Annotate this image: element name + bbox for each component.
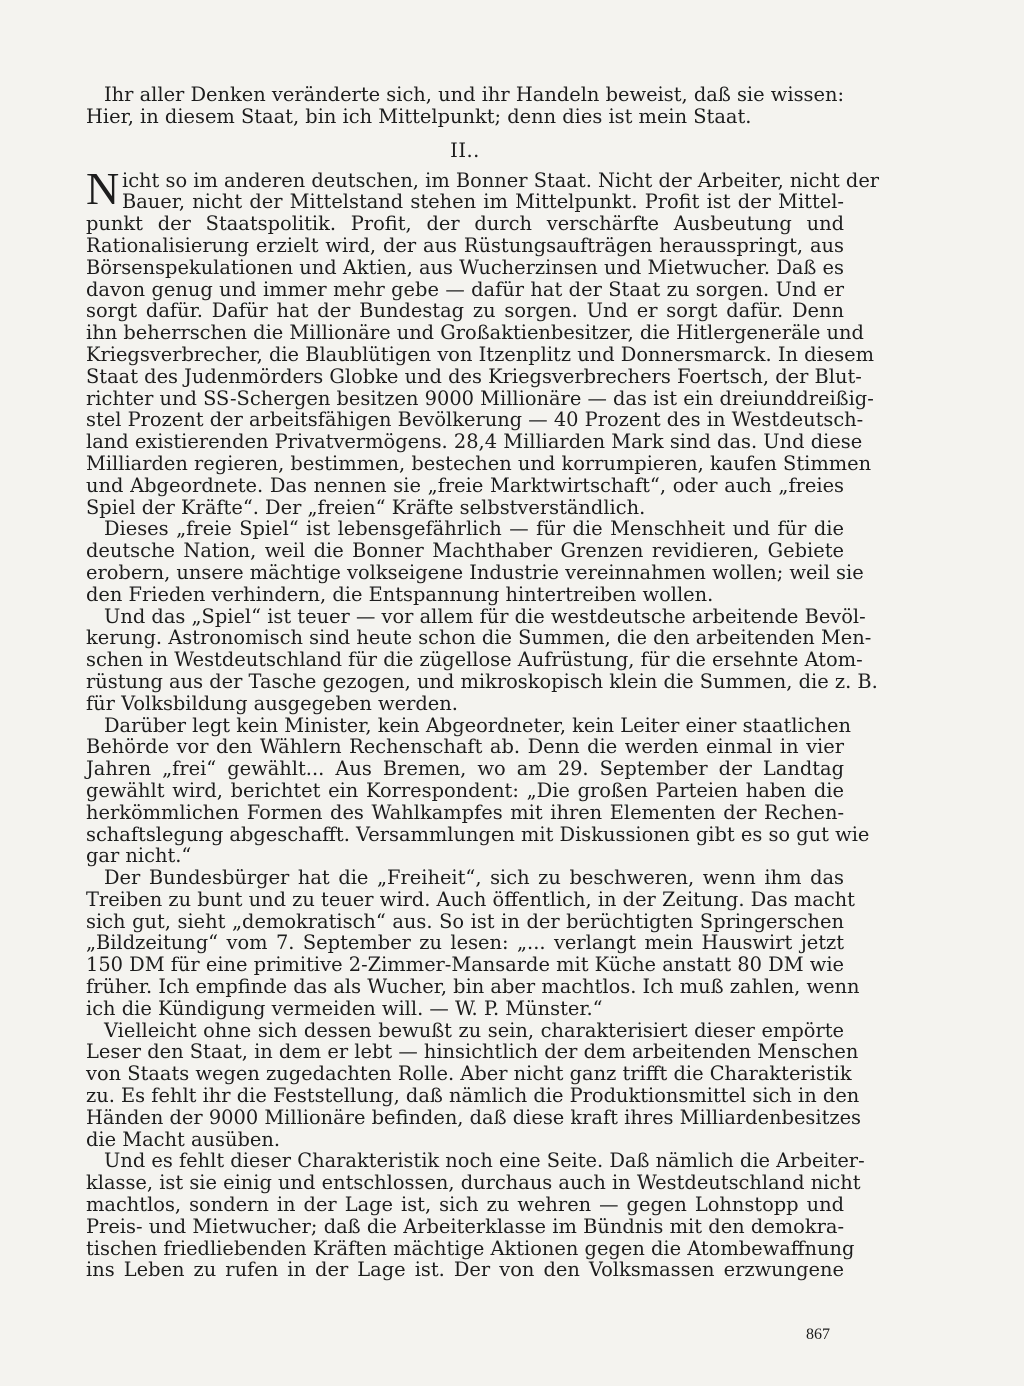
text-line: Milliarden regieren, bestimmen, bestechen und korrumpieren, kaufen Stimmen	[86, 451, 872, 475]
text-line: stel Prozent der arbeitsfähigen Bevölkerung — 40 Prozent des in Westdeutsch-	[86, 408, 864, 432]
text-line: Dieses „freie Spiel“ ist lebensgefährlich — für die Menschheit und für die	[104, 517, 844, 541]
text-line: machtlos, sondern in der Lage ist, sich zu wehren — gegen Lohnstopp und	[86, 1193, 844, 1217]
text-line: rüstung aus der Tasche gezogen, und mikroskopisch klein die Summen, die z. B.	[86, 669, 878, 693]
text-line: Treiben zu bunt und zu teuer wird. Auch öffentlich, in der Zeitung. Das macht	[86, 887, 855, 911]
text-line: sorgt dafür. Dafür hat der Bundestag zu sorgen. Und er sorgt dafür. Denn	[86, 299, 844, 323]
text-line: tischen friedliebenden Kräften mächtige Aktionen gegen die Atombewaffnung	[86, 1236, 855, 1260]
text-line: davon genug und immer mehr gebe — dafür hat der Staat zu sorgen. Und er	[86, 277, 844, 301]
drop-cap: N	[86, 162, 120, 214]
text-line: gar nicht.“	[86, 844, 192, 868]
text-line: Hier, in diesem Staat, bin ich Mittelpunkt; denn dies ist mein Staat.	[86, 104, 752, 128]
text-line: deutsche Nation, weil die Bonner Machthaber Grenzen revidieren, Gebiete	[86, 539, 844, 563]
text-line: und Abgeordnete. Das nennen sie „freie Marktwirtschaft“, oder auch „freies	[86, 473, 844, 497]
text-line: land existierenden Privatvermögens. 28,4 Milliarden Mark sind das. Und diese	[86, 430, 863, 454]
text-line: Jahren „frei“ gewählt... Aus Bremen, wo am 29. September der Landtag	[86, 757, 844, 781]
text-line: Spiel der Kräfte“. Der „freien“ Kräfte selbstverständlich.	[86, 495, 646, 519]
text-line: ins Leben zu rufen in der Lage ist. Der von den Volksmassen erzwungene	[86, 1258, 844, 1282]
text-line: Ihr aller Denken veränderte sich, und ihr Handeln beweist, daß sie wissen:	[104, 83, 844, 106]
text-line: Rationalisierung erzielt wird, der aus Rüstungsaufträgen herausspringt, aus	[86, 233, 844, 257]
text-line: Behörde vor den Wählern Rechenschaft ab. Denn die werden einmal in vier	[86, 735, 844, 759]
text-line: Vielleicht ohne sich dessen bewußt zu sein, charakterisiert dieser empörte	[104, 1018, 844, 1042]
text-line: für Volksbildung ausgegeben werden.	[86, 691, 458, 715]
text-line: früher. Ich empfinde das als Wucher, bin aber machtlos. Ich muß zahlen, wenn	[86, 975, 860, 999]
text-line: Darüber legt kein Minister, kein Abgeordneter, kein Leiter einer staatlichen	[104, 713, 851, 737]
text-line: richter und SS-Schergen besitzen 9000 Millionäre — das ist ein dreiunddreißig-	[86, 386, 874, 410]
text-line: sich gut, sieht „demokratisch“ aus. So ist in der berüchtigten Springerschen	[86, 909, 844, 933]
paragraph	[86, 517, 864, 606]
text-line: Börsenspekulationen und Aktien, aus Wucherzinsen und Mietwucher. Daß es	[86, 255, 844, 279]
text-line: schaftslegung abgeschafft. Versammlungen mit Diskussionen gibt es so gut wie	[86, 822, 870, 846]
text-line: von Staats wegen zugedachten Rolle. Aber nicht ganz trifft die Charakteristik	[86, 1062, 852, 1086]
text-line: Und es fehlt dieser Charakteristik noch eine Seite. Daß nämlich die Arbeiter-	[104, 1149, 865, 1173]
page-body	[86, 83, 880, 1282]
text-line: die Macht ausüben.	[86, 1127, 281, 1151]
text-line: Preis- und Mietwucher; daß die Arbeiterklasse im Bündnis mit den demokra-	[86, 1214, 844, 1238]
text-line: „Bildzeitung“ vom 7. September zu lesen: „... verlangt mein Hauswirt jetzt	[86, 931, 844, 955]
section-heading: II..	[450, 138, 480, 162]
text-line: gewählt wird, berichtet ein Korrespondent: „Die großen Parteien haben die	[86, 778, 844, 802]
paragraph	[86, 1149, 865, 1282]
text-line: schen in Westdeutschland für die zügellose Aufrüstung, für die ersehnte Atom-	[86, 648, 863, 672]
text-line: ich die Kündigung vermeiden will. — W. P. Münster.“	[86, 996, 603, 1020]
text-line: Händen der 9000 Millionäre befinden, daß diese kraft ihres Milliardenbesitzes	[86, 1105, 862, 1129]
text-line: Bauer, nicht der Mittelstand stehen im Mittelpunkt. Profit ist der Mittel-	[122, 190, 844, 214]
text-line: icht so im anderen deutschen, im Bonner Staat. Nicht der Arbeiter, nicht der	[122, 168, 880, 192]
text-line: ihn beherrschen die Millionäre und Großaktienbesitzer, die Hitlergeneräle und	[86, 321, 864, 345]
text-line: zu. Es fehlt ihr die Feststellung, daß nämlich die Produktionsmittel sich in den	[86, 1084, 860, 1108]
text-line: Staat des Judenmörders Globke und des Kriegsverbrechers Foertsch, der Blut-	[86, 364, 862, 388]
text-line: kerung. Astronomisch sind heute schon die Summen, die den arbeitenden Men-	[86, 626, 872, 650]
paragraph	[86, 866, 860, 1020]
paragraph	[86, 604, 878, 715]
text-line: Der Bundesbürger hat die „Freiheit“, sich zu beschweren, wenn ihm das	[104, 866, 844, 890]
paragraph	[86, 713, 870, 868]
paragraph	[86, 162, 880, 519]
text-line: Und das „Spiel“ ist teuer — vor allem für die westdeutsche arbeitende Bevöl-	[104, 604, 866, 628]
text-line: herkömmlichen Formen des Wahlkampfes mit ihren Elementen der Rechen-	[86, 800, 844, 824]
intro-paragraph	[86, 84, 844, 128]
text-line: erobern, unsere mächtige volkseigene Industrie vereinnahmen wollen; weil sie	[86, 560, 864, 584]
text-line: Leser den Staat, in dem er lebt — hinsichtlich der dem arbeitenden Menschen	[86, 1040, 859, 1064]
paragraph	[86, 1018, 862, 1151]
page-number: 867	[806, 1326, 830, 1343]
text-line: punkt der Staatspolitik. Profit, der durch verschärfte Ausbeutung und	[86, 212, 844, 236]
text-line: den Frieden verhindern, die Entspannung hintertreiben wollen.	[86, 582, 714, 606]
text-line: klasse, ist sie einig und entschlossen, durchaus auch in Westdeutschland nicht	[86, 1171, 861, 1195]
text-line: Kriegsverbrecher, die Blaublütigen von Itzenplitz und Donnersmarck. In diesem	[86, 342, 875, 366]
text-line: 150 DM für eine primitive 2-Zimmer-Mansarde mit Küche anstatt 80 DM wie	[86, 953, 844, 977]
